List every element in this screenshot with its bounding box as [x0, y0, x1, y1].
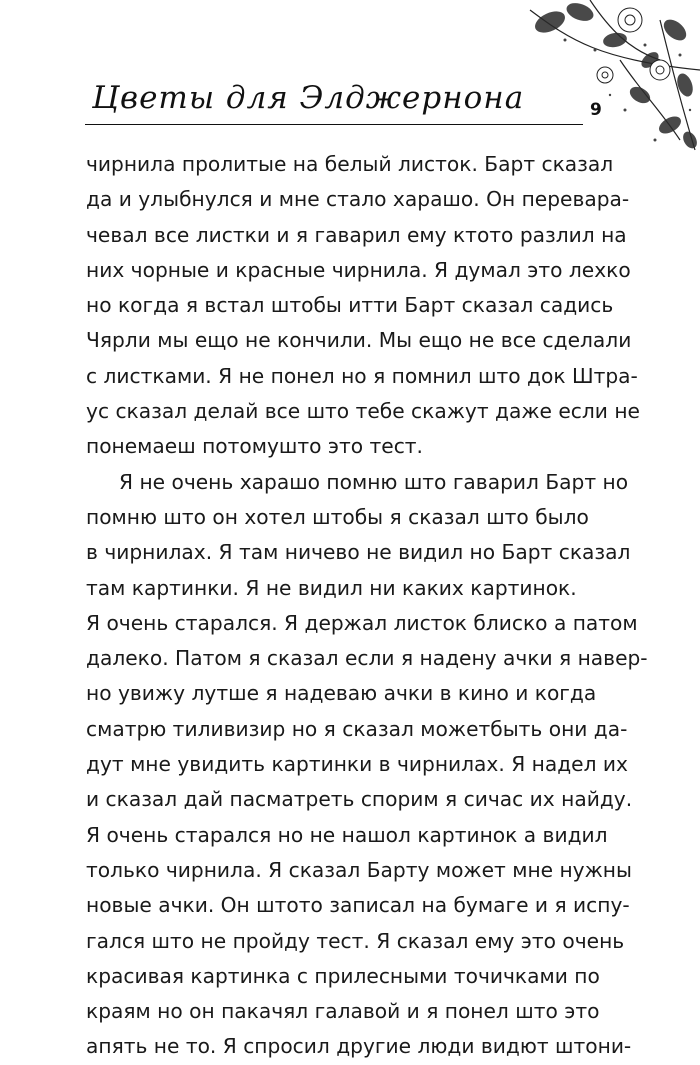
text-line: там картинки. Я не видил ни каких картинок.	[86, 575, 577, 600]
text-line: чирнила пролитые на белый листок. Барт сказал	[86, 152, 614, 176]
text-line: но увижу лутше я надеваю ачки в кино и когда	[86, 681, 597, 706]
text-line: и сказал дай пасматреть спорим я сичас их найду.	[86, 787, 633, 812]
text-line: сматрю тиливизир но я сказал можетбыть они да-	[86, 716, 628, 741]
text-line: в чирнилах. Я там ничево не видил но Барт сказал	[86, 540, 631, 565]
text-line: помню што он хотел штобы я сказал што было	[86, 504, 589, 529]
text-line: Чярли мы ещо не кончили. Мы ещо не все сделали	[86, 328, 632, 353]
text-line: чевал все листки и я гаварил ему ктото разлил на	[86, 222, 627, 247]
floral-branch-icon	[510, 0, 700, 160]
text-line: понемаеш потомушто это тест.	[86, 434, 423, 459]
text-line: ус сказал делай все што тебе скажут даже если не	[86, 399, 640, 424]
text-line: краям но он пакачял галавой и я понел што это	[86, 999, 600, 1024]
text-line: с листками. Я не понел но я помнил што док Штра-	[86, 363, 638, 388]
text-line: только чирнила. Я сказал Барту может мне нужны	[86, 857, 632, 882]
text-line: гался што не пройду тест. Я сказал ему это очень	[86, 928, 625, 953]
page-number: 9	[590, 100, 602, 120]
text-line: них чорные и красные чирнила. Я думал это лехко	[86, 257, 631, 282]
text-line: да и улыбнулся и мне стало харашо. Он перевара-	[86, 187, 630, 212]
text-line: красивая картинка с прилесными точичками по	[86, 963, 600, 988]
text-line: Я очень старался. Я держал листок блиско а патом	[86, 610, 638, 635]
text-line: но когда я встал штобы итти Барт сказал садись	[86, 293, 614, 318]
text-line: далеко. Патом я сказал если я надену ачки я навер-	[86, 646, 648, 671]
body-text	[86, 147, 648, 1065]
text-line: дут мне увидить картинки в чирнилах. Я надел их	[86, 752, 628, 777]
running-header-title: Цветы для Элджернона	[92, 80, 525, 116]
text-line: Я очень старался но не нашол картинок а видил	[86, 822, 608, 847]
text-line: апять не то. Я спросил другие люди видют штони-	[86, 1034, 632, 1059]
text-line: новые ачки. Он штото записал на бумаге и я испу-	[86, 893, 630, 918]
text-line: Я не очень харашо помню што гаварил Барт но	[119, 469, 629, 494]
header-rule	[85, 124, 583, 125]
